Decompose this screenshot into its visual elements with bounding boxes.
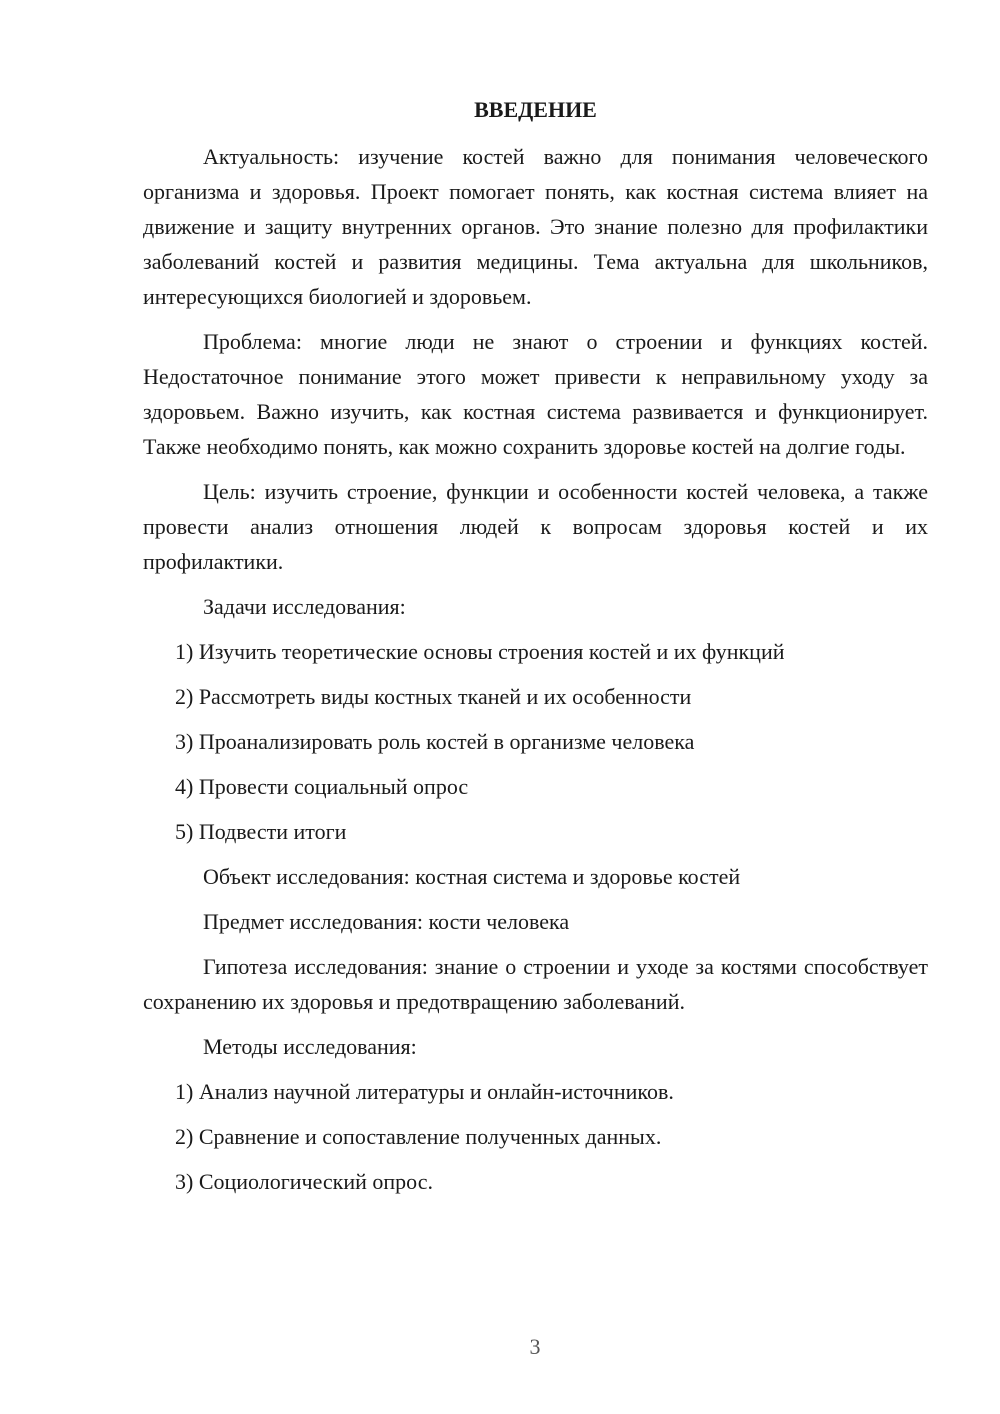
page-content bbox=[143, 92, 928, 1209]
goal-paragraph: Цель: изучить строение, функции и особенности костей человека, а также провести анализ отношения людей к вопросам здоровья костей и их профилактики. bbox=[143, 479, 928, 574]
method-item: 3) Социологический опрос. bbox=[175, 1169, 433, 1194]
task-item: 3) Проанализировать роль костей в организме человека bbox=[175, 729, 695, 754]
method-item: 1) Анализ научной литературы и онлайн-источников. bbox=[175, 1079, 674, 1104]
page-number: 3 bbox=[529, 1334, 541, 1359]
tasks-heading: Задачи исследования: bbox=[203, 594, 406, 619]
method-item: 2) Сравнение и сопоставление полученных данных. bbox=[175, 1124, 662, 1149]
page-title: ВВЕДЕНИЕ bbox=[474, 97, 597, 122]
subject-line: Предмет исследования: кости человека bbox=[203, 909, 570, 934]
task-item: 4) Провести социальный опрос bbox=[175, 774, 469, 799]
problem-paragraph: Проблема: многие люди не знают о строении и функциях костей. Недостаточное понимание этого может привести к неправильному уходу за здоровьем. Важно изучить, как костная система развивается и функционирует. Также необходимо понять, как можно сохранить здоровье костей на долгие годы. bbox=[143, 329, 928, 459]
relevance-paragraph: Актуальность: изучение костей важно для понимания человеческого организма и здоровья. Проект помогает понять, как костная система влияет на движение и защиту внутренних органов. Это знание полезно для профилактики заболеваний костей и развития медицины. Тема актуальна для школьников, интересующихся биологией и здоровьем. bbox=[143, 144, 928, 309]
object-line: Объект исследования: костная система и здоровье костей bbox=[203, 864, 741, 889]
task-item: 1) Изучить теоретические основы строения костей и их функций bbox=[175, 639, 785, 664]
methods-heading: Методы исследования: bbox=[203, 1034, 417, 1059]
hypothesis-paragraph: Гипотеза исследования: знание о строении и уходе за костями способствует сохранению их здоровья и предотвращению заболеваний. bbox=[143, 954, 928, 1014]
task-item: 2) Рассмотреть виды костных тканей и их особенности bbox=[175, 684, 692, 709]
task-item: 5) Подвести итоги bbox=[175, 819, 347, 844]
